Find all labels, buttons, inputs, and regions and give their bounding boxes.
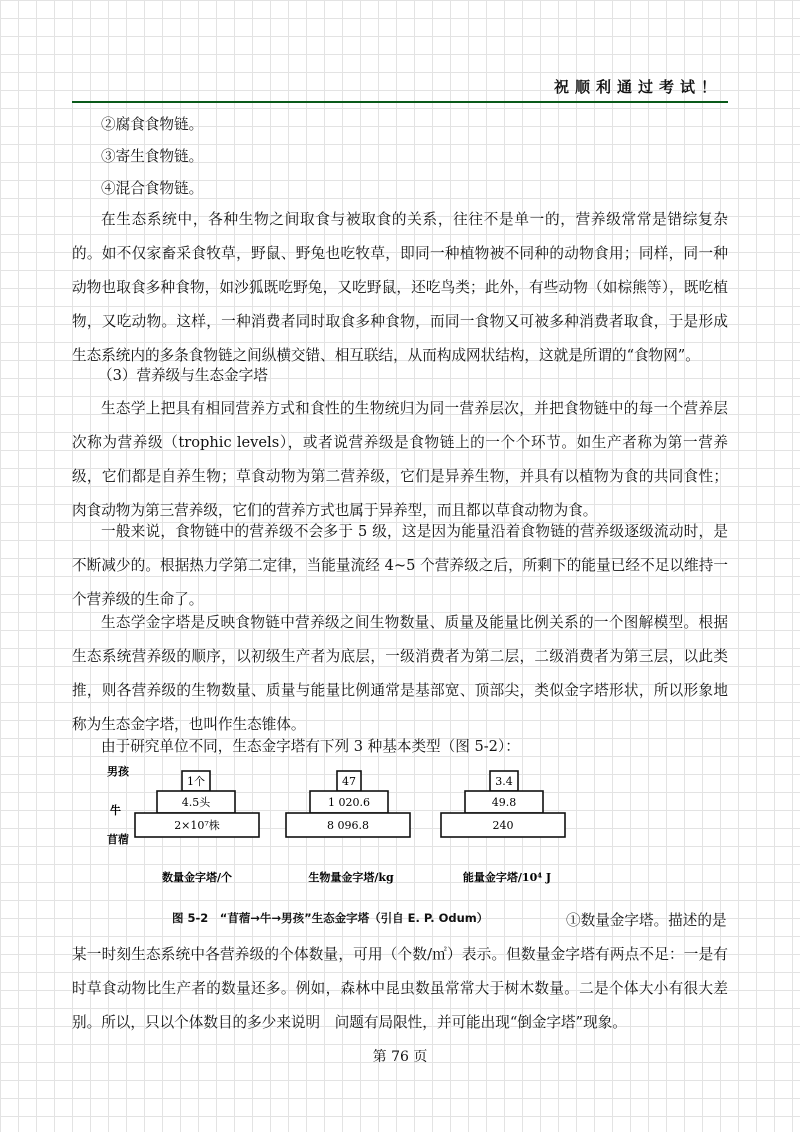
paragraph-pyramid-types: 由于研究单位不同，生态金字塔有下列 3 种基本类型（图 5-2）： (101, 738, 520, 755)
row-label-boy: 男孩 (107, 765, 129, 778)
list-item: ②腐食食物链。 (101, 116, 204, 133)
list-item: ④混合食物链。 (101, 180, 204, 197)
pyramid-title: 能量金字塔/10⁴ J (462, 871, 552, 884)
pyramid-value: 1 020.6 (328, 796, 370, 809)
paragraph-trophic-levels: 生态学上把具有相同营养方式和食性的生物统归为同一营养层次，并把食物链中的每一个营养层次称为营养级（trophic levels），或者说营养级是食物链上的一个个环节。如生产者称为第一营养级，它们都是自养生物；草食动物为第二营养级，它们是异养生物，并具有以植物为食的共同食性；肉食动物为第三营养级，它们的营养方式也属于异养型，而且都以草食动物为食。 (72, 400, 728, 519)
pyramid-value: 49.8 (491, 796, 517, 809)
header-slogan: 祝顺利通过考试！ (553, 78, 722, 96)
paragraph-numbers-pyramid: 某一时刻生态系统中各营养级的个体数量，可用（个数/㎡）表示。但数量金字塔有两点不足：一是有时草食动物比生产者的数量还多。例如，森林中昆虫数虽常常大于树木数量。二是个体大小有很大差别。所以，只以个体数目的多少来说明 问题有局限性，并可能出现“倒金字塔”现象。 (72, 946, 728, 1031)
pyramid-title: 数量金字塔/个 (161, 871, 233, 884)
pyramid-value: 1个 (187, 775, 205, 788)
pyramid-energy (441, 771, 565, 884)
pyramid-title: 生物量金字塔/kg (308, 871, 394, 884)
pyramid-value: 8 096.8 (327, 819, 369, 832)
row-label-alfalfa: 苜蓿 (107, 833, 129, 846)
pyramid-value: 4.5头 (181, 796, 211, 809)
pyramid-value: 47 (342, 775, 356, 788)
page-number: 第 76 页 (372, 1049, 428, 1065)
pyramid-value: 3.4 (495, 775, 513, 788)
header-rule (72, 101, 728, 103)
paragraph-pyramid: 生态学金字塔是反映食物链中营养级之间生物数量、质量及能量比例关系的一个图解模型。根据生态系统营养级的顺序，以初级生产者为底层，一级消费者为第二层，二级消费者为第三层，以此类推，则各营养级的生物数量、质量与能量比例通常是基部宽、顶部尖，类似金字塔形状，所以形象地称为生态金字塔，也叫作生态锥体。 (72, 614, 728, 733)
ecological-pyramids-figure (105, 763, 575, 893)
pyramid-value: 2×10⁷株 (174, 819, 220, 832)
paragraph-food-web: 在生态系统中，各种生物之间取食与被取食的关系，往往不是单一的，营养级常常是错综复杂的。如不仅家畜采食牧草，野鼠、野兔也吃牧草，即同一种植物被不同种的动物食用；同样，同一种动物也取食多种食物，如沙狐既吃野兔，又吃野鼠，还吃鸟类；此外，有些动物（如棕熊等），既吃植物，又吃动物。这样，一种消费者同时取食多种食物，而同一食物又可被多种消费者取食，于是形成生态系统内的多条食物链之间纵横交错、相互联结，从而构成网状结构，这就是所谓的“食物网”。 (72, 211, 728, 364)
pyramid-numbers (135, 771, 259, 884)
row-label-cattle: 牛 (110, 804, 121, 817)
paragraph-numbers-pyramid-start: ①数量金字塔。描述的是 (566, 912, 727, 929)
paragraph-energy-flow: 一般来说，食物链中的营养级不会多于 5 级，这是因为能量沿着食物链的营养级逐级流动时，是不断减少的。根据热力学第二定律，当能量流经 4~5 个营养级之后，所剩下的能量已经不足以维持一个营养级的生命了。 (72, 523, 728, 608)
pyramid-value: 240 (492, 819, 514, 832)
pyramid-biomass (286, 771, 410, 884)
list-item: ③寄生食物链。 (101, 148, 204, 165)
section-heading: （3）营养级与生态金字塔 (98, 367, 268, 384)
figure-caption: 图 5-2 “苜蓿→牛→男孩”生态金字塔（引自 E. P. Odum） (172, 911, 489, 925)
